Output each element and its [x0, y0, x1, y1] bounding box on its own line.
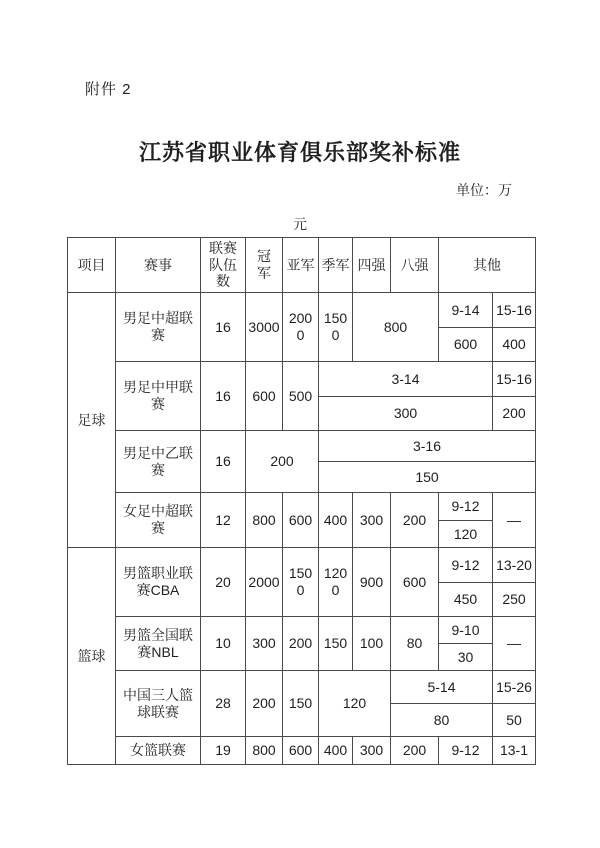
- table-row: [68, 671, 536, 704]
- cell-teams: 19: [201, 737, 246, 765]
- header-third: 季军: [319, 238, 353, 293]
- cell-top4: 100: [353, 617, 391, 671]
- header-teams: [201, 238, 246, 293]
- table-row: [68, 548, 536, 583]
- cell-teams: 16: [201, 362, 246, 431]
- cell-champion-runner-merged: 200: [246, 431, 319, 493]
- cell-teams: 16: [201, 431, 246, 493]
- header-project: 项目: [68, 238, 116, 293]
- table-row: [68, 362, 536, 397]
- cell-other-a-value: 450: [439, 583, 493, 617]
- cell-top8: 200: [391, 493, 439, 548]
- cell-runner-up: 600: [283, 493, 319, 548]
- cell-event: 男篮职业联赛CBA: [116, 548, 201, 617]
- unit-label-line2: 元: [293, 216, 307, 232]
- cell-merged-value: 300: [319, 397, 493, 431]
- attachment-label: 附件 2: [85, 81, 132, 98]
- table-row: [68, 293, 536, 328]
- cell-third-top4-merged: 120: [319, 671, 391, 737]
- cell-merged-rank: 5-14: [391, 671, 493, 704]
- cell-event: 男足中超联赛: [116, 293, 201, 362]
- header-other: 其他: [439, 238, 536, 293]
- cell-teams: 10: [201, 617, 246, 671]
- cell-other-b-rank: 13-1: [493, 737, 536, 765]
- cell-other-b-value: 50: [493, 704, 536, 737]
- cell-merged-rank: 3-16: [319, 431, 536, 462]
- cell-third: 400: [319, 737, 353, 765]
- cell-runner-up: 500: [283, 362, 319, 431]
- cell-merged-value: 150: [319, 462, 536, 493]
- cell-top4: 300: [353, 737, 391, 765]
- cell-other-a-rank: 9-10: [439, 617, 493, 644]
- section-football-label: 足球: [68, 293, 116, 548]
- cell-top8: 200: [391, 737, 439, 765]
- cell-event: 男足中甲联赛: [116, 362, 201, 431]
- cell-third: 150: [319, 617, 353, 671]
- table-row: [68, 431, 536, 462]
- cell-merged-value: 80: [391, 704, 493, 737]
- table-row: [68, 737, 536, 765]
- cell-top8: 600: [391, 548, 439, 617]
- cell-teams: 12: [201, 493, 246, 548]
- cell-other-a-value: 120: [439, 521, 493, 548]
- cell-third: 1500: [319, 293, 353, 362]
- cell-runner-up: 600: [283, 737, 319, 765]
- header-champion-label: 冠军: [256, 248, 271, 281]
- cell-other-a-rank: 9-12: [439, 737, 493, 765]
- cell-champion: 2000: [246, 548, 283, 617]
- cell-other-a-rank: 9-14: [439, 293, 493, 328]
- cell-other-b-rank: 15-16: [493, 362, 536, 397]
- header-teams-label: 联赛队伍数: [208, 239, 237, 290]
- cell-third: 1200: [319, 548, 353, 617]
- cell-merged-rank: 3-14: [319, 362, 493, 397]
- cell-other-a-rank: 9-12: [439, 548, 493, 583]
- unit-label-line1: 单位：万: [456, 182, 512, 198]
- cell-top4: 900: [353, 548, 391, 617]
- cell-other-b-rank: 15-26: [493, 671, 536, 704]
- cell-other-b-value: 200: [493, 397, 536, 431]
- cell-event: 女足中超联赛: [116, 493, 201, 548]
- cell-top4: 300: [353, 493, 391, 548]
- cell-teams: 28: [201, 671, 246, 737]
- cell-other-b-dash: —: [493, 617, 536, 671]
- cell-champion: 3000: [246, 293, 283, 362]
- cell-event: 女篮联赛: [116, 737, 201, 765]
- cell-other-a-rank: 9-12: [439, 493, 493, 521]
- table-row: [68, 617, 536, 644]
- cell-other-b-value: 250: [493, 583, 536, 617]
- header-champion: [246, 238, 283, 293]
- cell-other-a-value: 30: [439, 644, 493, 671]
- table-row: [68, 493, 536, 521]
- cell-other-b-dash: —: [493, 493, 536, 548]
- cell-runner-up: 150: [283, 671, 319, 737]
- section-basketball-label: 篮球: [68, 548, 116, 765]
- cell-champion: 300: [246, 617, 283, 671]
- cell-other-b-value: 400: [493, 328, 536, 362]
- cell-other-b-rank: 13-20: [493, 548, 536, 583]
- cell-runner-up: 2000: [283, 293, 319, 362]
- award-standards-table: [67, 237, 536, 765]
- header-top8: 八强: [391, 238, 439, 293]
- cell-runner-up: 200: [283, 617, 319, 671]
- cell-teams: 16: [201, 293, 246, 362]
- cell-champion: 800: [246, 737, 283, 765]
- cell-event: 男篮全国联赛NBL: [116, 617, 201, 671]
- page-title: 江苏省职业体育俱乐部奖补标准: [138, 140, 461, 165]
- cell-champion: 800: [246, 493, 283, 548]
- cell-teams: 20: [201, 548, 246, 617]
- cell-other-a-value: 600: [439, 328, 493, 362]
- header-event: 赛事: [116, 238, 201, 293]
- header-top4: 四强: [353, 238, 391, 293]
- header-runner-up: 亚军: [283, 238, 319, 293]
- cell-event: 中国三人篮球联赛: [116, 671, 201, 737]
- cell-champion: 200: [246, 671, 283, 737]
- cell-top4-top8-merged: 800: [353, 293, 439, 362]
- cell-runner-up: 1500: [283, 548, 319, 617]
- cell-event: 男足中乙联赛: [116, 431, 201, 493]
- cell-top8: 80: [391, 617, 439, 671]
- cell-other-b-rank: 15-16: [493, 293, 536, 328]
- cell-third: 400: [319, 493, 353, 548]
- cell-champion: 600: [246, 362, 283, 431]
- table-header-row: [68, 238, 536, 293]
